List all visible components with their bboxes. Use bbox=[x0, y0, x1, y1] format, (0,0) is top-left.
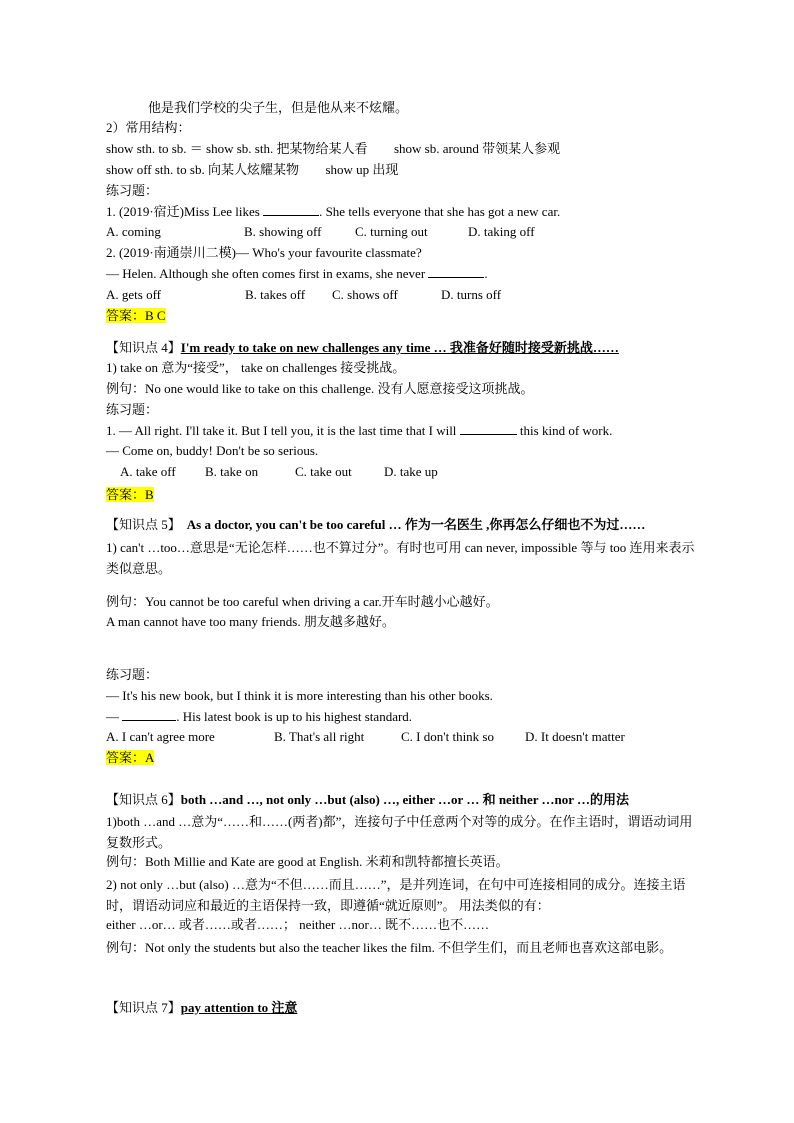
option-b: B. That's all right bbox=[274, 729, 365, 744]
kp4-options bbox=[120, 463, 438, 481]
option-b: B. showing off bbox=[244, 224, 322, 239]
knowledge-point-5-heading bbox=[106, 516, 645, 534]
question-2-prompt: 2. (2019·南通崇川二模)— Who's your favourite classmate? bbox=[106, 245, 422, 260]
kp5-explanation: 1) can't …too…意思是“无论怎样……也不算过分”。有时也可用 can never, impossible 等与 too 连用来表示类似意思。 bbox=[106, 540, 695, 576]
question-1-tail: . She tells everyone that she has got a new car. bbox=[319, 204, 561, 219]
answer-line bbox=[106, 307, 166, 325]
kp6-example-1: 例句：Both Millie and Kate are good at English. 米莉和凯特都擅长英语。 bbox=[106, 854, 509, 869]
answer-blank bbox=[263, 203, 319, 216]
answer-highlight: 答案：B bbox=[106, 487, 154, 502]
kp5-dialog-1: — It's his new book, but I think it is more interesting than his other books. bbox=[106, 688, 493, 703]
answer-line bbox=[106, 486, 154, 504]
question-2-stem: — Helen. Although she often comes first in exams, she never bbox=[106, 266, 429, 281]
kp6-paragraph-1: 1)both …and …意为“……和……(两者)都”，连接句子中任意两个对等的成分。在作主语时，谓语动词用复数形式。 bbox=[106, 814, 693, 850]
kp5-dialog-2 bbox=[106, 708, 412, 726]
knowledge-point-7-heading bbox=[106, 999, 297, 1017]
option-a: A. I can't agree more bbox=[106, 729, 215, 744]
question-2 bbox=[106, 265, 488, 283]
knowledge-point-6-heading bbox=[106, 791, 629, 809]
question-1-stem: 1. (2019·宿迁)Miss Lee likes bbox=[106, 204, 264, 219]
option-b: B. take on bbox=[205, 464, 259, 479]
option-c: C. turning out bbox=[355, 224, 428, 239]
question-1-options bbox=[106, 223, 535, 241]
kp4-question-stem: 1. — All right. I'll take it. But I tell you, it is the last time that I will bbox=[106, 423, 460, 438]
kp5-dialog-2-tail: . His latest book is up to his highest standard. bbox=[176, 709, 413, 724]
kp4-question bbox=[106, 422, 612, 440]
practice-heading: 练习题： bbox=[106, 402, 159, 417]
knowledge-point-title: pay attention to 注意 bbox=[180, 1000, 298, 1015]
kp4-question-tail: this kind of work. bbox=[516, 423, 613, 438]
option-c: C. take out bbox=[295, 464, 352, 479]
practice-heading: 练习题： bbox=[106, 183, 159, 198]
structure-show-to: show sth. to sb. ＝ show sb. sth. 把某物给某人看 bbox=[106, 141, 368, 156]
option-a: A. gets off bbox=[106, 287, 162, 302]
knowledge-point-title: both …and …, not only …but (also) …, either …or … 和 neither …nor …的用法 bbox=[180, 792, 630, 807]
kp5-options bbox=[106, 728, 625, 746]
option-c: C. shows off bbox=[332, 287, 398, 302]
option-d: D. turns off bbox=[441, 287, 502, 302]
kp4-question-line-2: — Come on, buddy! Don't be so serious. bbox=[106, 443, 319, 458]
structure-show-around: show sb. around 带领某人参观 bbox=[393, 141, 561, 156]
answer-line bbox=[106, 749, 154, 767]
answer-blank bbox=[428, 265, 484, 278]
knowledge-point-title: As a doctor, you can't be too careful … 作为一名医生 ,你再怎么仔细也不为过…… bbox=[186, 517, 646, 532]
question-2-options bbox=[106, 286, 501, 304]
kp6-paragraph-2: 2) not only …but (also) …意为“不但……而且……”，是并列连词，在句中可连接相同的成分。连接主语时，谓语动词应和最近的主语保持一致，即遵循“就近原则”。 用法类似的有： bbox=[106, 877, 686, 913]
knowledge-point-label: 【知识点 7】 bbox=[106, 1000, 181, 1015]
knowledge-point-title: I'm ready to take on new challenges any time … 我准备好随时接受新挑战…… bbox=[180, 340, 619, 355]
option-d: D. It doesn't matter bbox=[525, 729, 625, 744]
option-c: C. I don't think so bbox=[401, 729, 494, 744]
kp4-example: 例句：No one would like to take on this challenge. 没有人愿意接受这项挑战。 bbox=[106, 381, 534, 396]
answer-blank bbox=[122, 708, 176, 721]
kp5-example-1: 例句：You cannot be too careful when driving a car.开车时越小心越好。 bbox=[106, 594, 499, 609]
structure-line-2 bbox=[106, 161, 398, 179]
answer-highlight: 答案：A bbox=[106, 750, 155, 765]
question-1 bbox=[106, 203, 560, 221]
kp6-example-2: 例句：Not only the students but also the teacher likes the film. 不但学生们，而且老师也喜欢这部电影。 bbox=[106, 940, 673, 955]
structure-show-off: show off sth. to sb. 向某人炫耀某物 bbox=[106, 162, 299, 177]
knowledge-point-4-heading bbox=[106, 339, 619, 357]
option-d: D. taking off bbox=[468, 224, 535, 239]
kp4-line-1: 1) take on 意为“接受”， take on challenges 接受挑战。 bbox=[106, 360, 406, 375]
practice-heading: 练习题： bbox=[106, 667, 159, 682]
intro-sentence: 他是我们学校的尖子生，但是他从来不炫耀。 bbox=[148, 100, 409, 115]
option-d: D. take up bbox=[384, 464, 438, 479]
answer-highlight: 答案：B C bbox=[106, 308, 166, 323]
answer-blank bbox=[460, 422, 517, 435]
structures-heading: 2）常用结构： bbox=[106, 120, 191, 135]
knowledge-point-label: 【知识点 6】 bbox=[106, 792, 181, 807]
option-a: A. take off bbox=[120, 464, 176, 479]
structure-show-up: show up 出现 bbox=[325, 162, 399, 177]
kp6-paragraph-2-tail: either …or… 或者……或者……； neither …nor… 既不……也不…… bbox=[106, 917, 490, 932]
knowledge-point-label: 【知识点 5】 bbox=[106, 517, 181, 532]
kp5-dialog-2-dash: — bbox=[106, 709, 123, 724]
question-2-tail: . bbox=[484, 266, 488, 281]
knowledge-point-label: 【知识点 4】 bbox=[106, 340, 181, 355]
option-a: A. coming bbox=[106, 224, 161, 239]
option-b: B. takes off bbox=[245, 287, 306, 302]
structure-line-1 bbox=[106, 140, 560, 158]
kp5-example-2: A man cannot have too many friends. 朋友越多越好。 bbox=[106, 614, 395, 629]
